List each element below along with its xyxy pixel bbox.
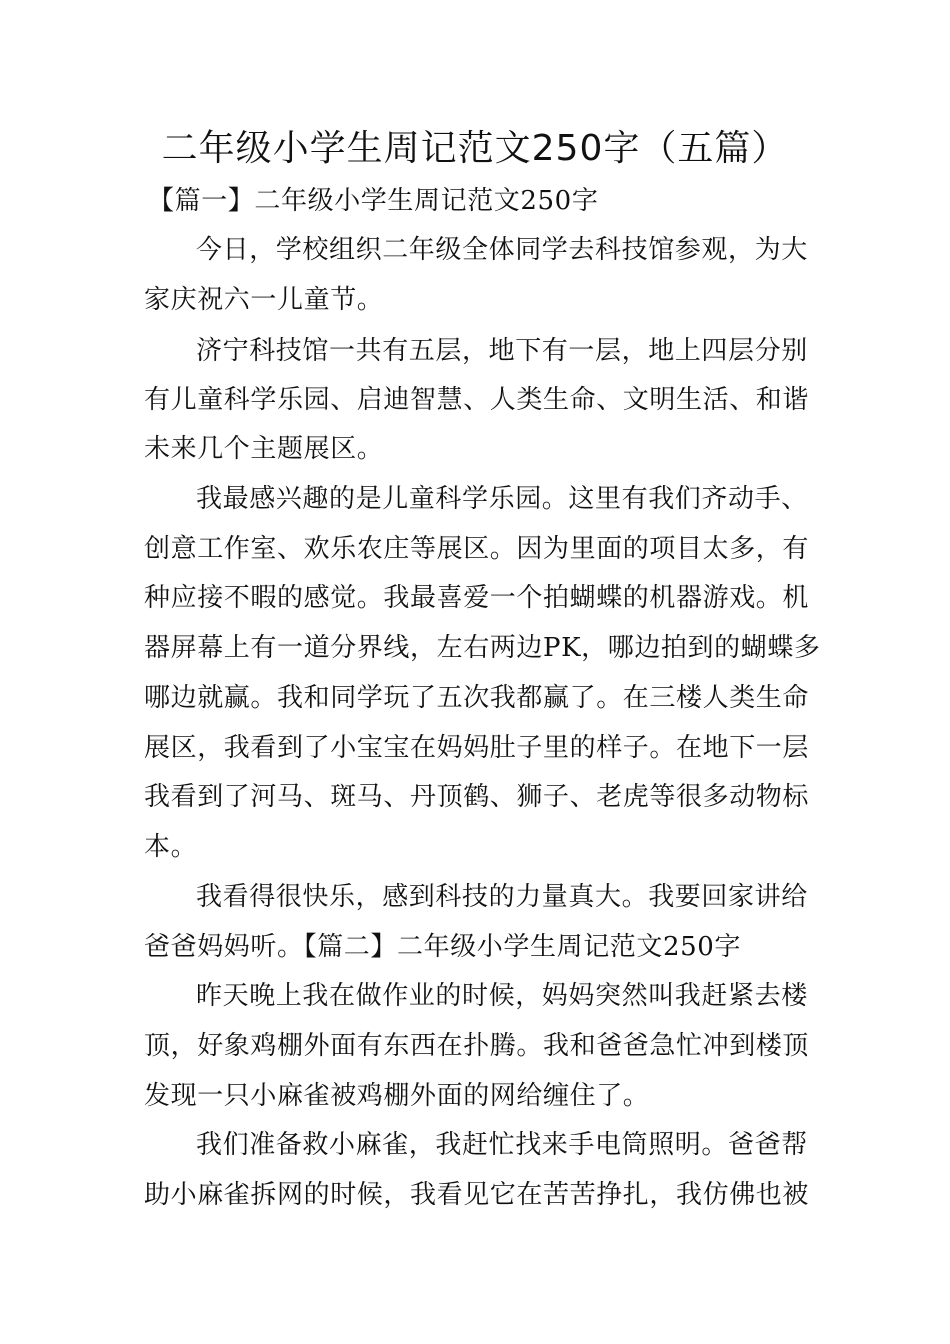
paragraph-line: 昨天晚上我在做作业的时候，妈妈突然叫我赶紧去楼: [196, 981, 808, 1011]
section-heading: 【篇一】二年级小学生周记范文250字: [148, 186, 599, 216]
paragraph-line: 我最感兴趣的是儿童科学乐园。这里有我们齐动手、: [196, 484, 808, 514]
paragraph-line: 助小麻雀拆网的时候，我看见它在苦苦挣扎，我仿佛也被: [144, 1180, 810, 1210]
document-title: 二年级小学生周记范文250字（五篇）: [161, 128, 789, 169]
paragraph-line: 顶，好象鸡棚外面有东西在扑腾。我和爸爸急忙冲到楼顶: [144, 1031, 810, 1061]
paragraph-line: 爸爸妈妈听。【篇二】二年级小学生周记范文250字: [144, 932, 742, 962]
paragraph-line: 我们准备救小麻雀，我赶忙找来手电筒照明。爸爸帮: [196, 1130, 808, 1160]
paragraph-line: 本。: [144, 832, 198, 862]
paragraph-line: 今日，学校组织二年级全体同学去科技馆参观，为大: [196, 235, 808, 265]
paragraph-line: 济宁科技馆一共有五层，地下有一层，地上四层分别: [196, 336, 808, 366]
paragraph-line: 哪边就赢。我和同学玩了五次我都赢了。在三楼人类生命: [144, 683, 810, 713]
paragraph-line: 我看得很快乐，感到科技的力量真大。我要回家讲给: [196, 882, 808, 912]
paragraph-line: 种应接不暇的感觉。我最喜爱一个拍蝴蝶的机器游戏。机: [144, 583, 810, 613]
paragraph-line: 创意工作室、欢乐农庄等展区。因为里面的项目太多，有: [144, 534, 810, 564]
paragraph-line: 我看到了河马、斑马、丹顶鹤、狮子、老虎等很多动物标: [144, 782, 810, 812]
paragraph-line: 发现一只小麻雀被鸡棚外面的网给缠住了。: [144, 1081, 650, 1111]
paragraph-line: 有儿童科学乐园、启迪智慧、人类生命、文明生活、和谐: [144, 385, 810, 415]
paragraph-line: 器屏幕上有一道分界线，左右两边PK，哪边拍到的蝴蝶多: [144, 633, 821, 663]
paragraph-line: 展区，我看到了小宝宝在妈妈肚子里的样子。在地下一层: [144, 733, 810, 763]
paragraph-line: 家庆祝六一儿童节。: [144, 285, 384, 315]
paragraph-line: 未来几个主题展区。: [144, 434, 384, 464]
